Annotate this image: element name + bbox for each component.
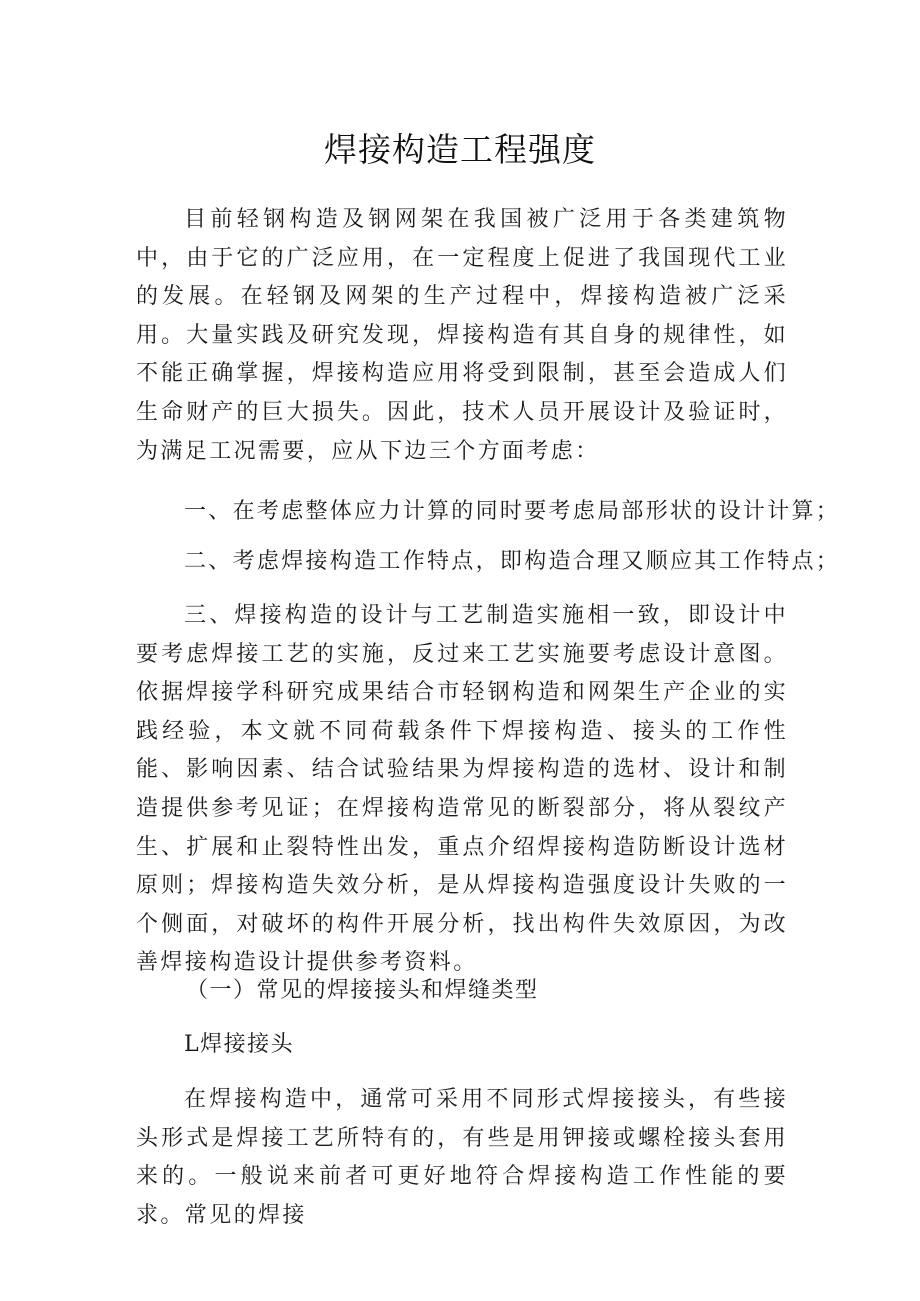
point-two: 二、考虑焊接构造工作特点，即构造合理又顺应其工作特点； xyxy=(184,549,841,574)
document-title: 焊接构造工程强度 xyxy=(324,130,596,169)
point-three-paragraph: 三、焊接构造的设计与工艺制造实施相一致，即设计中要考虑焊接工艺的实施，反过来工艺实施要考虑设计意图。依据焊接学科研究成果结合市轻钢构造和网架生产企业的实践经验，本文就不同荷载条件下焊接构造、接头的工作性能、影响因素、结合试验结果为焊接构造的选材、设计和制造提供参考见证；在焊接构造常见的断裂部分，将从裂纹产生、扩展和止裂特性出发，重点介绍焊接构造防断设计选材原则；焊接构造失效分析，是从焊接构造强度设计失败的一个侧面，对破坏的构件开展分析，找出构件失效原因，为改善焊接构造设计提供参考资料。 xyxy=(136,603,788,976)
intro-paragraph: 目前轻钢构造及钢网架在我国被广泛用于各类建筑物中，由于它的广泛应用，在一定程度上促进了我国现代工业的发展。在轻钢及网架的生产过程中，焊接构造被广泛采用。大量实践及研究发现，焊接构造有其自身的规律性，如不能正确掌握，焊接构造应用将受到限制，甚至会造成人们生命财产的巨大损失。因此，技术人员开展设计及验证时，为满足工况需要，应从下边三个方面考虑： xyxy=(136,207,788,464)
subsection-heading: L焊接接头 xyxy=(184,1032,295,1057)
section-heading: （一）常见的焊接接头和焊缝类型 xyxy=(186,978,539,1003)
final-paragraph: 在焊接构造中，通常可采用不同形式焊接接头，有些接头形式是焊接工艺所特有的，有些是用钾接或螺栓接头套用来的。一般说来前者可更好地符合焊接构造工作性能的要求。常见的焊接 xyxy=(136,1087,788,1228)
point-one: 一、在考虑整体应力计算的同时要考虑局部形状的设计计算； xyxy=(184,499,841,524)
